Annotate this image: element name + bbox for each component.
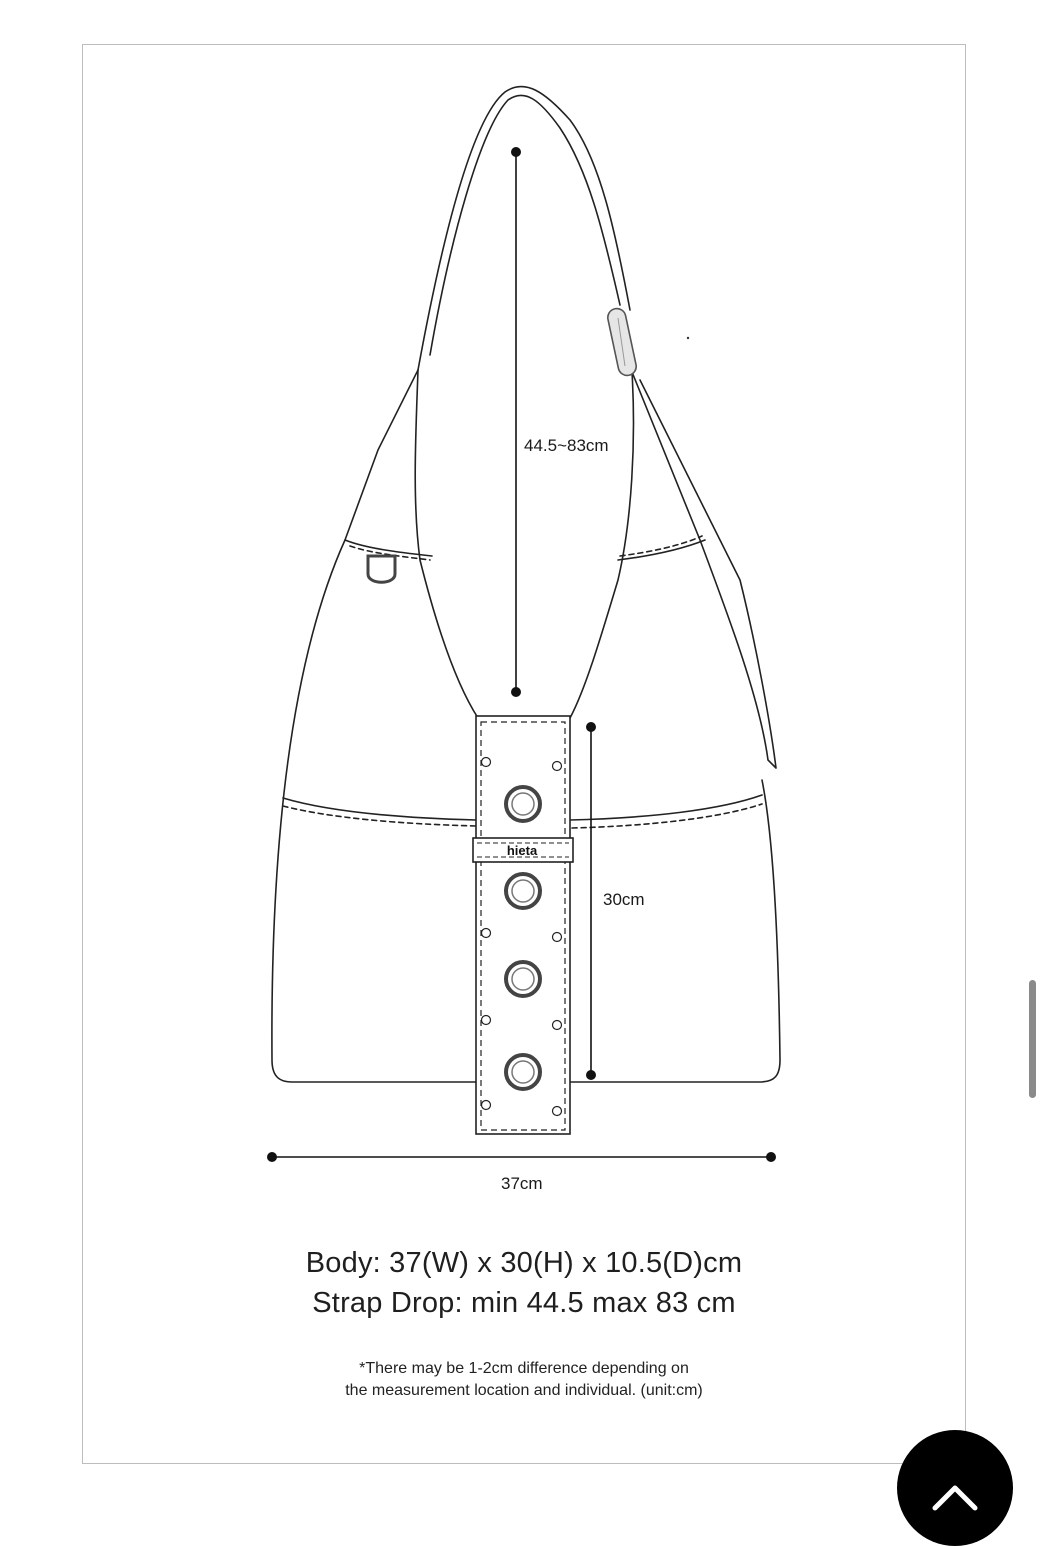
strap-slider [606,307,638,377]
body-dimensions-text: Body: 37(W) x 30(H) x 10.5(D)cm [305,1247,743,1279]
width-label: 37cm [501,1174,543,1193]
scroll-to-top-button[interactable] [897,1430,1013,1546]
chevron-up-icon [897,1430,1013,1546]
strap-drop-text: Strap Drop: min 44.5 max 83 cm [312,1287,736,1319]
bag-body-outline [272,370,476,1082]
front-tab [476,716,570,1134]
strap-inner-line [430,95,620,355]
measurement-note-line1: *There may be 1-2cm difference depending on [359,1360,689,1377]
scrollbar-thumb[interactable] [1029,980,1036,1098]
brand-label: hieta [506,843,538,858]
strap-drop-label: 44.5~83cm [524,436,609,455]
strap-outline [418,87,630,370]
measurement-note-line2: the measurement location and individual. (unit:cm) [345,1382,703,1399]
d-ring [368,556,395,582]
height-label: 30cm [603,890,645,909]
side-gusset [632,372,776,768]
